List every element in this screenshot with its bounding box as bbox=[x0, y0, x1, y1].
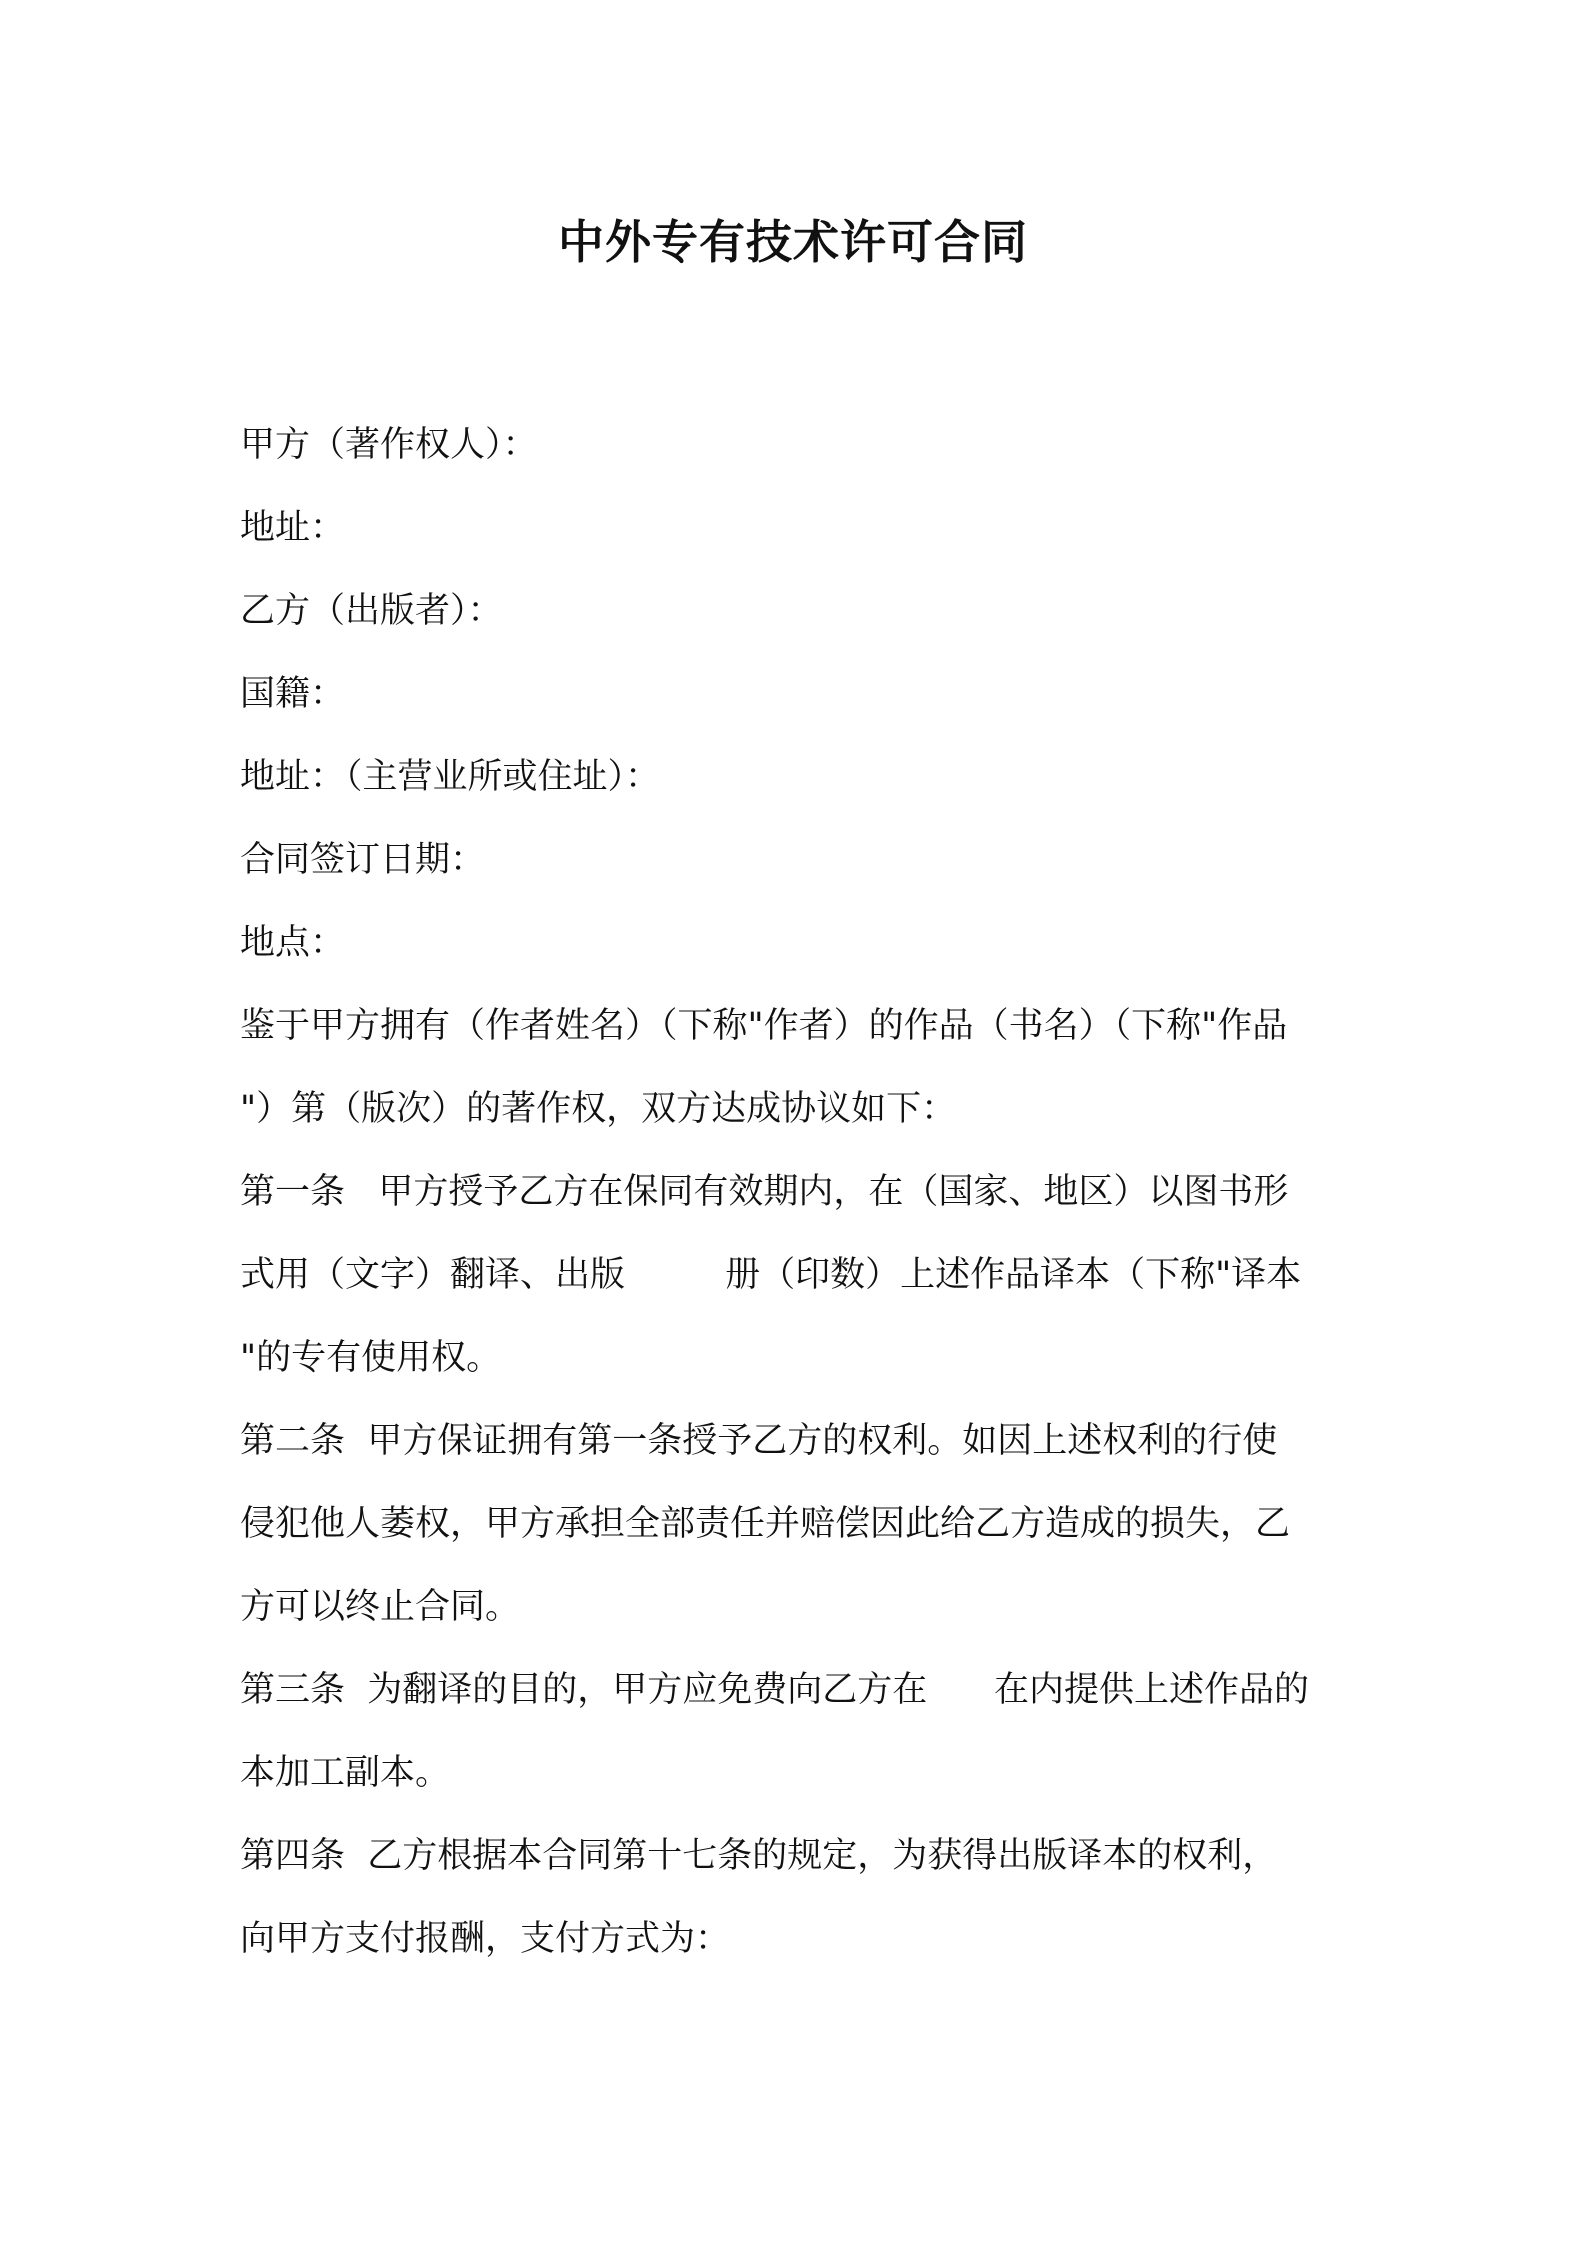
location-line: 地点： bbox=[240, 923, 346, 963]
preamble-line-2: "）第（版次）的著作权，双方达成协议如下： bbox=[240, 1089, 957, 1129]
preamble-line-1: 鉴于甲方拥有（作者姓名）（下称"作者）的作品（书名）（下称"作品 bbox=[240, 1006, 1288, 1046]
article-1-line-1: 第一条 甲方授予乙方在保同有效期内，在（国家、地区）以图书形 bbox=[240, 1172, 1289, 1212]
article-1-line-2: 式用（文字）翻译、出版 册（印数）上述作品译本（下称"译本 bbox=[240, 1255, 1302, 1295]
article-2-line-2: 侵犯他人萎权，甲方承担全部责任并赔偿因此给乙方造成的损失，乙 bbox=[240, 1504, 1291, 1544]
party-a-line: 甲方（著作权人）： bbox=[240, 425, 538, 465]
party-b-line: 乙方（出版者）： bbox=[240, 591, 503, 631]
article-4-line-1: 第四条 乙方根据本合同第十七条的规定，为获得出版译本的权利， bbox=[240, 1836, 1278, 1876]
article-1-line-3: "的专有使用权。 bbox=[240, 1338, 502, 1378]
article-3-line-2: 本加工副本。 bbox=[240, 1753, 451, 1793]
party-a-address-line: 地址： bbox=[240, 508, 346, 548]
document-body bbox=[240, 404, 1360, 1981]
article-4-line-2: 向甲方支付报酬，支付方式为： bbox=[240, 1919, 731, 1959]
article-3-line-1: 第三条 为翻译的目的，甲方应免费向乙方在 在内提供上述作品的 bbox=[240, 1670, 1310, 1710]
party-b-address-line: 地址：（主营业所或住址）： bbox=[240, 757, 661, 797]
article-2-line-1: 第二条 甲方保证拥有第一条授予乙方的权利。如因上述权利的行使 bbox=[240, 1421, 1278, 1461]
document-title: 中外专有技术许可合同 bbox=[558, 215, 1028, 269]
signing-date-line: 合同签订日期： bbox=[240, 840, 486, 880]
nationality-line: 国籍： bbox=[240, 674, 346, 714]
article-2-line-3: 方可以终止合同。 bbox=[240, 1587, 521, 1627]
